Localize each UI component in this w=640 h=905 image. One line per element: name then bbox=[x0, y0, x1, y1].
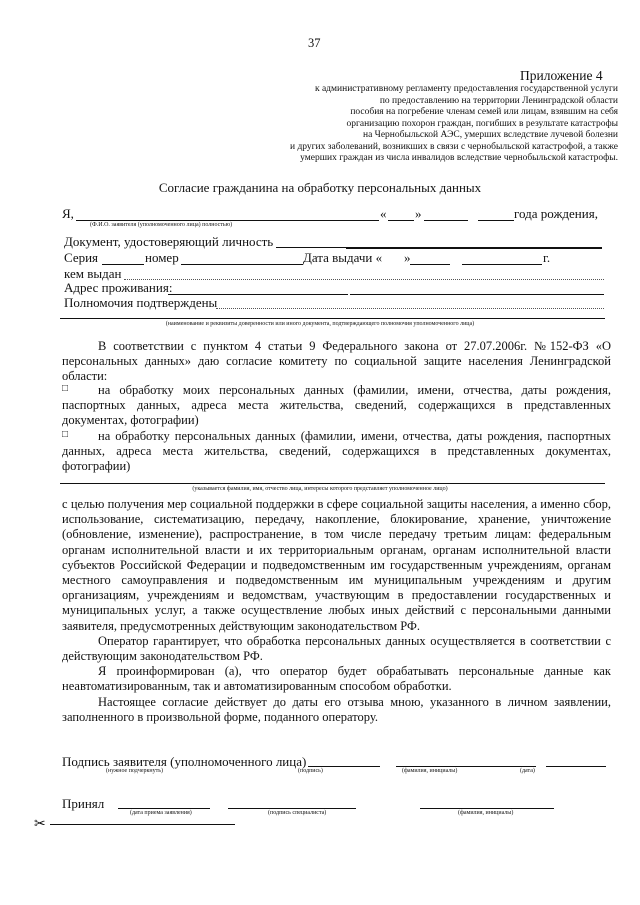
appendix-line: на Чернобыльской АЭС, умерших вследствие лучевой болезни bbox=[362, 130, 618, 140]
appendix-line: и других заболеваний, возникших в связи с чернобыльской катастрофой, а также bbox=[289, 141, 618, 152]
issue-year-line[interactable] bbox=[462, 264, 542, 265]
id-doc-type-line[interactable] bbox=[276, 247, 346, 248]
cut-line bbox=[50, 824, 235, 825]
validity-paragraph: Настоящее согласие действует до даты его отзыва мною, указанного в личном заявлении, заполненного в произвольной форме, поданного оператору. bbox=[62, 694, 611, 724]
id-doc-line[interactable] bbox=[346, 247, 602, 249]
issued-by-label: кем выдан bbox=[64, 266, 122, 281]
appendix-title: Приложение 4 bbox=[520, 68, 603, 83]
issue-date-close: » bbox=[404, 250, 411, 265]
date-quote-close: » bbox=[415, 206, 422, 221]
option-own-data bbox=[62, 383, 611, 429]
address-line-2[interactable] bbox=[350, 294, 604, 295]
issue-month-line[interactable] bbox=[410, 264, 450, 265]
series-line[interactable] bbox=[102, 264, 144, 265]
option-represented-text: на обработку персональных данных (фамилии, имени, отчества, даты рождения, паспортных данных, адреса места жительства, сведений, содержащихся в представленных документах, фотографии) bbox=[62, 429, 611, 474]
caption-name: (фамилия, инициалы) bbox=[402, 768, 458, 774]
signature-name-line[interactable] bbox=[396, 766, 536, 767]
issue-date-label: Дата выдачи « bbox=[303, 250, 383, 265]
consent-intro bbox=[62, 339, 611, 385]
ya-label: Я, bbox=[62, 206, 74, 221]
accepted-label: Принял bbox=[62, 796, 105, 811]
birth-day-line[interactable] bbox=[388, 220, 414, 221]
represented-caption: (указывается фамилия, имя, отчество лица, интересы которого представляет уполномоченное лицо) bbox=[192, 486, 448, 492]
signature-line[interactable] bbox=[308, 766, 380, 767]
authority-full-line[interactable] bbox=[60, 318, 605, 319]
accepted-caption-name: (фамилия, инициалы) bbox=[458, 810, 514, 816]
series-label: Серия bbox=[64, 250, 99, 265]
authority-caption: (наименование и реквизиты доверенности или иного документа, подтверждающего полномочия уполномоченного лица) bbox=[165, 321, 475, 327]
date-quote-open: « bbox=[380, 206, 387, 221]
authority-label: Полномочия подтверждены bbox=[64, 295, 218, 310]
birth-year-line[interactable] bbox=[478, 220, 514, 221]
checkbox-icon[interactable]: □ bbox=[62, 383, 69, 394]
fio-line[interactable] bbox=[76, 220, 379, 221]
address-label: Адрес проживания: bbox=[64, 280, 173, 295]
appendix-line: пособия на погребение членам семей или лицам, взявшим на себя bbox=[350, 107, 618, 117]
number-line[interactable] bbox=[181, 264, 303, 265]
accepted-caption-date: (дата приема заявления) bbox=[130, 810, 192, 816]
guarantee-paragraph: Оператор гарантирует, что обработка персональных данных осуществляется в соответствии с действующим законодательством РФ. bbox=[62, 633, 611, 664]
caption-sign: (подпись) bbox=[298, 768, 323, 774]
informed-paragraph: Я проинформирован (а), что оператор будет обрабатывать персональные данные как неавтоматизированным, так и автоматизированным способом обработки. bbox=[62, 664, 611, 694]
signature-date-line[interactable] bbox=[546, 766, 606, 767]
consent-body bbox=[62, 497, 611, 725]
checkbox-icon[interactable]: □ bbox=[62, 429, 69, 440]
represented-person-line[interactable] bbox=[60, 483, 605, 484]
page-number: 37 bbox=[308, 36, 321, 50]
birth-month-line[interactable] bbox=[424, 220, 468, 221]
fio-caption: (Ф.И.О. заявителя (уполномоченного лица) полностью) bbox=[90, 222, 233, 228]
appendix-line: к административному регламенту предоставления государственной услуги bbox=[314, 84, 618, 94]
scissors-icon: ✂ bbox=[34, 817, 46, 832]
number-label: номер bbox=[145, 250, 179, 265]
year-suffix: г. bbox=[543, 250, 551, 265]
appendix-line: умерших граждан из числа инвалидов вследствие чернобыльской катастрофы. bbox=[300, 153, 618, 163]
accepted-date-line[interactable] bbox=[118, 808, 210, 809]
accepted-sign-line[interactable] bbox=[228, 808, 356, 809]
document-title: Согласие гражданина на обработку персональных данных bbox=[158, 180, 482, 195]
option-represented-data bbox=[62, 429, 611, 475]
appendix-block bbox=[290, 84, 618, 165]
appendix-line: по предоставлению на территории Ленинградской области bbox=[379, 95, 618, 106]
caption-date: (дата) bbox=[520, 768, 535, 774]
option-own-text: на обработку моих персональных данных (фамилии, имени, отчества, даты рождения, паспортных данных, адреса места жительства, сведений, содержащихся в представленных документах, фотографии) bbox=[62, 383, 611, 428]
caption-underline: (нужное подчеркнуть) bbox=[106, 768, 163, 774]
birth-year-label: года рождения, bbox=[514, 206, 598, 221]
id-doc-label: Документ, удостоверяющий личность bbox=[64, 234, 274, 249]
signature-label: Подпись заявителя (уполномоченного лица) bbox=[62, 754, 307, 769]
accepted-caption-sign: (подпись специалиста) bbox=[268, 810, 327, 816]
purpose-paragraph: с целью получения мер социальной поддержки в сфере социальной защиты населения, а именно сбор, использование, систематизацию, передачу, накопление, блокирование, хранение, уничтожение (обновление, изменение), распространение, в том числе передачу третьим лицам: федеральным органам исполнительной власти и их территориальным органам, органам исполнительной власти субъектов Российской Федерации и подведомственным им государственным учреждениям, органам местного самоуправления и подведомственным им муниципальным учреждениям и другим организациям, учреждениям и ведомствам, участвующим в предоставлении государственных и муниципальных услуг, а также осуществление любых иных действий с персональными данными заявителя, предусмотренных действующим законодательством РФ. bbox=[62, 497, 611, 633]
intro-paragraph: В соответствии с пунктом 4 статьи 9 Федерального закона от 27.07.2006г. №152-ФЗ «О персональных данных» даю согласие комитету по социальной защите населения Ленинградской области: bbox=[62, 339, 611, 384]
appendix-line: организацию похорон граждан, погибших в результате катастрофы bbox=[346, 118, 618, 129]
authority-line[interactable] bbox=[216, 308, 604, 309]
issued-by-line[interactable] bbox=[124, 279, 604, 280]
accepted-name-line[interactable] bbox=[420, 808, 554, 809]
